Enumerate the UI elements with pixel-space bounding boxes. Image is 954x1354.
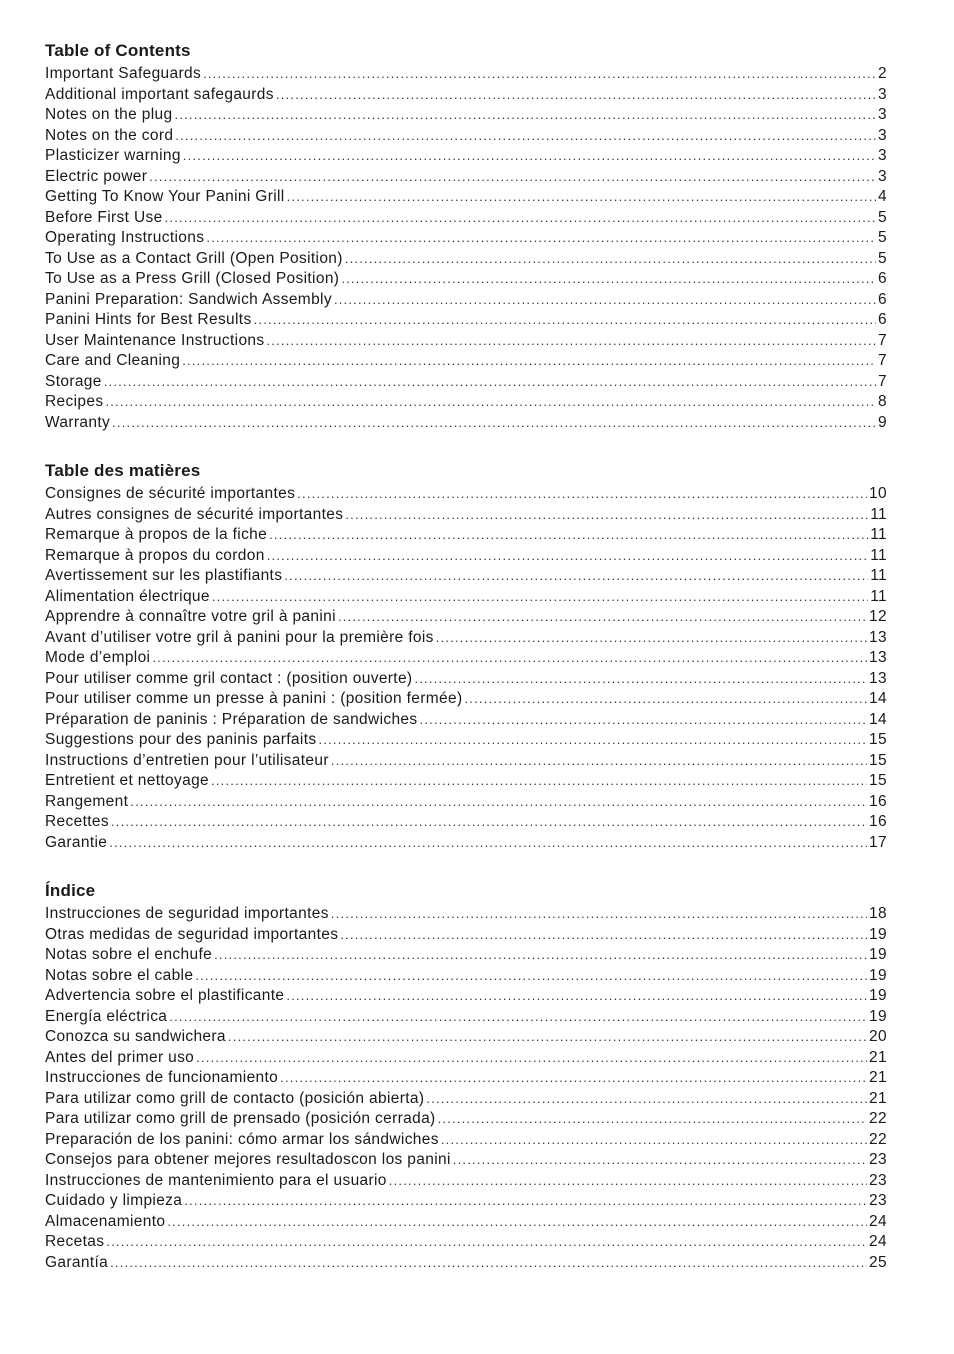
section-title: Table of Contents bbox=[45, 41, 191, 60]
dot-leader bbox=[287, 187, 876, 208]
dot-leader bbox=[109, 833, 867, 854]
dot-leader bbox=[331, 751, 867, 772]
section-title: Table des matières bbox=[45, 461, 201, 480]
toc-entry[interactable] bbox=[45, 986, 887, 1007]
toc-entry-label: Otras medidas de seguridad importantes bbox=[45, 925, 339, 943]
toc-entry[interactable] bbox=[45, 1068, 887, 1089]
toc-entry[interactable] bbox=[45, 1089, 887, 1110]
toc-entry-label: Notas sobre el enchufe bbox=[45, 946, 213, 963]
toc-entry-page-number: 12 bbox=[869, 608, 887, 625]
toc-entry-page-number: 21 bbox=[869, 1048, 887, 1066]
toc-entry[interactable] bbox=[45, 751, 887, 772]
dot-leader bbox=[167, 1212, 867, 1233]
dot-leader bbox=[345, 505, 868, 526]
dot-leader bbox=[212, 587, 868, 608]
dot-leader bbox=[104, 372, 876, 393]
toc-entry[interactable] bbox=[45, 669, 887, 690]
toc-entry-label: Notes on the cord bbox=[45, 126, 174, 144]
toc-entry-page-number: 5 bbox=[878, 229, 887, 246]
dot-leader bbox=[441, 1130, 867, 1151]
toc-entry-page-number: 11 bbox=[870, 505, 887, 523]
toc-entry-label: Before First Use bbox=[45, 208, 163, 226]
toc-entry[interactable] bbox=[45, 187, 887, 208]
toc-entry-page-number: 3 bbox=[878, 106, 887, 123]
toc-entry[interactable] bbox=[45, 331, 887, 352]
dot-leader bbox=[436, 628, 867, 649]
dot-leader bbox=[334, 290, 876, 311]
dot-leader bbox=[438, 1109, 867, 1130]
toc-entry[interactable] bbox=[45, 290, 887, 311]
toc-entry[interactable] bbox=[45, 730, 887, 751]
toc-entry-page-number: 3 bbox=[878, 85, 887, 103]
toc-entry-list bbox=[45, 484, 887, 853]
toc-entry[interactable] bbox=[45, 1253, 887, 1274]
toc-entry-label: Panini Hints for Best Results bbox=[45, 311, 252, 328]
dot-leader bbox=[175, 126, 876, 147]
toc-entry-label: Garantía bbox=[45, 1253, 109, 1271]
toc-entry-label: Notes on the plug bbox=[45, 106, 173, 123]
toc-entry[interactable] bbox=[45, 208, 887, 229]
dot-leader bbox=[105, 392, 876, 413]
toc-entry-page-number: 15 bbox=[869, 772, 887, 789]
toc-entry-page-number: 3 bbox=[878, 167, 887, 185]
toc-entry-page-number: 15 bbox=[869, 731, 887, 748]
toc-entry[interactable] bbox=[45, 1191, 887, 1212]
toc-entry-page-number: 10 bbox=[869, 485, 887, 502]
dot-leader bbox=[195, 966, 867, 987]
toc-entry-label: Apprendre à connaître votre gril à panini bbox=[45, 608, 336, 625]
toc-entry-page-number: 6 bbox=[878, 290, 887, 308]
toc-entry-page-number: 16 bbox=[869, 792, 887, 810]
toc-entry-label: Pour utiliser comme gril contact : (position ouverte) bbox=[45, 669, 413, 687]
toc-entry-page-number: 16 bbox=[869, 813, 887, 830]
toc-entry[interactable] bbox=[45, 771, 887, 792]
dot-leader bbox=[112, 413, 876, 434]
toc-entry-page-number: 6 bbox=[878, 270, 887, 287]
section-title: Índice bbox=[45, 881, 96, 900]
toc-entry-label: Getting To Know Your Panini Grill bbox=[45, 188, 285, 205]
toc-entry-label: Avant d’utiliser votre gril à panini pour la première fois bbox=[45, 628, 434, 646]
toc-entry-label: Instrucciones de funcionamiento bbox=[45, 1069, 279, 1086]
toc-entry[interactable] bbox=[45, 525, 887, 546]
toc-entry-label: Consejos para obtener mejores resultadoscon los panini bbox=[45, 1151, 451, 1168]
toc-entry-page-number: 19 bbox=[869, 946, 887, 963]
dot-leader bbox=[106, 1232, 867, 1253]
toc-entry[interactable] bbox=[45, 310, 887, 331]
toc-entry[interactable] bbox=[45, 146, 887, 167]
toc-entry-label: Notas sobre el cable bbox=[45, 966, 194, 984]
toc-entry-label: Additional important safegaurds bbox=[45, 85, 274, 103]
toc-entry[interactable] bbox=[45, 105, 887, 126]
toc-entry[interactable] bbox=[45, 1171, 887, 1192]
toc-entry[interactable] bbox=[45, 228, 887, 249]
dot-leader bbox=[149, 167, 876, 188]
toc-entry[interactable] bbox=[45, 925, 887, 946]
toc-entry[interactable] bbox=[45, 966, 887, 987]
toc-entry[interactable] bbox=[45, 372, 887, 393]
toc-entry[interactable] bbox=[45, 648, 887, 669]
dot-leader bbox=[420, 710, 868, 731]
dot-leader bbox=[214, 945, 867, 966]
toc-entry-page-number: 24 bbox=[869, 1212, 887, 1230]
toc-entry[interactable] bbox=[45, 505, 887, 526]
toc-entry-page-number: 14 bbox=[869, 710, 887, 728]
toc-entry-label: Instructions d’entretien pour l’utilisateur bbox=[45, 751, 329, 769]
dot-leader bbox=[206, 228, 876, 249]
toc-entry-label: Remarque à propos du cordon bbox=[45, 546, 265, 564]
toc-entry[interactable] bbox=[45, 566, 887, 587]
toc-entry-page-number: 6 bbox=[878, 311, 887, 328]
dot-leader bbox=[338, 607, 867, 628]
toc-entry[interactable] bbox=[45, 351, 887, 372]
toc-entry[interactable] bbox=[45, 484, 887, 505]
toc-entry-page-number: 19 bbox=[869, 987, 887, 1004]
toc-entry-page-number: 23 bbox=[869, 1171, 887, 1189]
dot-leader bbox=[267, 331, 877, 352]
dot-leader bbox=[286, 986, 867, 1007]
toc-entry-label: Care and Cleaning bbox=[45, 352, 181, 369]
toc-entry-page-number: 7 bbox=[878, 331, 887, 349]
toc-entry-label: Important Safeguards bbox=[45, 65, 202, 82]
dot-leader bbox=[183, 146, 876, 167]
toc-entry[interactable] bbox=[45, 1109, 887, 1130]
toc-entry-label: Suggestions pour des paninis parfaits bbox=[45, 731, 317, 748]
toc-entry-label: Avertissement sur les plastifiants bbox=[45, 567, 283, 584]
toc-entry[interactable] bbox=[45, 126, 887, 147]
toc-entry[interactable] bbox=[45, 392, 887, 413]
toc-entry-label: Operating Instructions bbox=[45, 229, 205, 246]
toc-entry-page-number: 11 bbox=[870, 526, 887, 543]
toc-entry-page-number: 23 bbox=[869, 1192, 887, 1209]
toc-entry[interactable] bbox=[45, 1150, 887, 1171]
dot-leader bbox=[276, 85, 876, 106]
dot-leader bbox=[340, 925, 867, 946]
toc-section-french bbox=[45, 460, 887, 853]
toc-entry-page-number: 14 bbox=[869, 690, 887, 707]
toc-entry-page-number: 8 bbox=[878, 393, 887, 410]
toc-entry-label: Almacenamiento bbox=[45, 1212, 166, 1230]
toc-entry[interactable] bbox=[45, 269, 887, 290]
toc-entry-page-number: 4 bbox=[878, 188, 887, 205]
toc-entry-label: Consignes de sécurité importantes bbox=[45, 485, 296, 502]
toc-entry-label: Warranty bbox=[45, 413, 111, 431]
toc-entry-label: Plasticizer warning bbox=[45, 147, 181, 164]
toc-entry[interactable] bbox=[45, 413, 887, 434]
toc-entry[interactable] bbox=[45, 1027, 887, 1048]
toc-entry-page-number: 22 bbox=[869, 1110, 887, 1127]
toc-entry-page-number: 18 bbox=[869, 905, 887, 922]
toc-entry-label: Entretient et nettoyage bbox=[45, 772, 210, 789]
toc-entry-page-number: 19 bbox=[869, 1007, 887, 1025]
toc-entry-label: Instrucciones de seguridad importantes bbox=[45, 905, 329, 922]
toc-entry-page-number: 5 bbox=[878, 208, 887, 226]
dot-leader bbox=[389, 1171, 867, 1192]
toc-entry[interactable] bbox=[45, 710, 887, 731]
toc-entry[interactable] bbox=[45, 85, 887, 106]
toc-entry-label: To Use as a Contact Grill (Open Position) bbox=[45, 249, 343, 267]
dot-leader bbox=[341, 269, 876, 290]
dot-leader bbox=[318, 730, 867, 751]
dot-leader bbox=[110, 1253, 867, 1274]
toc-entry-page-number: 21 bbox=[869, 1089, 887, 1107]
toc-entry-page-number: 13 bbox=[869, 669, 887, 687]
toc-entry-list bbox=[45, 64, 887, 433]
dot-leader bbox=[267, 546, 869, 567]
dot-leader bbox=[331, 904, 867, 925]
dot-leader bbox=[228, 1027, 867, 1048]
toc-entry-label: Instrucciones de mantenimiento para el usuario bbox=[45, 1171, 387, 1189]
toc-entry-page-number: 20 bbox=[869, 1028, 887, 1045]
toc-entry-label: User Maintenance Instructions bbox=[45, 331, 265, 349]
toc-entry-page-number: 13 bbox=[869, 628, 887, 646]
toc-entry-page-number: 23 bbox=[869, 1151, 887, 1168]
document-page bbox=[45, 40, 887, 1273]
dot-leader bbox=[165, 208, 876, 229]
toc-entry-page-number: 19 bbox=[869, 966, 887, 984]
toc-entry-label: Rangement bbox=[45, 792, 129, 810]
dot-leader bbox=[284, 566, 868, 587]
toc-entry-page-number: 11 bbox=[870, 587, 887, 605]
toc-section-english bbox=[45, 40, 887, 433]
toc-entry-page-number: 15 bbox=[869, 751, 887, 769]
toc-entry-label: Advertencia sobre el plastificante bbox=[45, 987, 285, 1004]
toc-entry-page-number: 22 bbox=[869, 1130, 887, 1148]
toc-entry-label: Recetas bbox=[45, 1233, 105, 1250]
toc-entry[interactable] bbox=[45, 1232, 887, 1253]
toc-entry-page-number: 11 bbox=[870, 546, 887, 564]
toc-entry-label: Antes del primer uso bbox=[45, 1048, 195, 1066]
toc-entry[interactable] bbox=[45, 812, 887, 833]
dot-leader bbox=[152, 648, 867, 669]
toc-entry-page-number: 7 bbox=[878, 352, 887, 369]
toc-entry-page-number: 13 bbox=[869, 649, 887, 666]
toc-entry-page-number: 19 bbox=[869, 925, 887, 943]
dot-leader bbox=[254, 310, 876, 331]
dot-leader bbox=[269, 525, 868, 546]
dot-leader bbox=[184, 1191, 867, 1212]
toc-entry-label: Pour utiliser comme un presse à panini : (position fermée) bbox=[45, 690, 463, 707]
toc-entry[interactable] bbox=[45, 833, 887, 854]
toc-entry-page-number: 25 bbox=[869, 1253, 887, 1271]
toc-entry-label: Garantie bbox=[45, 833, 108, 851]
dot-leader bbox=[464, 689, 867, 710]
toc-entry[interactable] bbox=[45, 792, 887, 813]
toc-entry[interactable] bbox=[45, 1007, 887, 1028]
toc-entry[interactable] bbox=[45, 628, 887, 649]
toc-entry-label: Recettes bbox=[45, 813, 109, 830]
toc-entry[interactable] bbox=[45, 945, 887, 966]
toc-entry-label: Preparación de los panini: cómo armar los sándwiches bbox=[45, 1130, 439, 1148]
toc-entry-page-number: 21 bbox=[869, 1069, 887, 1086]
toc-entry[interactable] bbox=[45, 689, 887, 710]
toc-entry-label: Cuidado y limpieza bbox=[45, 1192, 183, 1209]
toc-entry-label: Alimentation électrique bbox=[45, 587, 210, 605]
toc-entry[interactable] bbox=[45, 167, 887, 188]
toc-entry[interactable] bbox=[45, 546, 887, 567]
toc-entry-page-number: 24 bbox=[869, 1233, 887, 1250]
toc-section-spanish bbox=[45, 880, 887, 1273]
toc-entry-page-number: 2 bbox=[878, 65, 887, 82]
toc-entry[interactable] bbox=[45, 1212, 887, 1233]
toc-entry-label: Para utilizar como grill de prensado (posición cerrada) bbox=[45, 1110, 436, 1127]
toc-entry-page-number: 11 bbox=[870, 567, 887, 584]
toc-entry-label: Remarque à propos de la fiche bbox=[45, 526, 268, 543]
toc-entry-page-number: 3 bbox=[878, 126, 887, 144]
dot-leader bbox=[111, 812, 867, 833]
toc-entry[interactable] bbox=[45, 587, 887, 608]
toc-entry-page-number: 7 bbox=[878, 372, 887, 390]
dot-leader bbox=[182, 351, 876, 372]
dot-leader bbox=[297, 484, 867, 505]
dot-leader bbox=[345, 249, 876, 270]
toc-entry[interactable] bbox=[45, 249, 887, 270]
toc-entry-label: Recipes bbox=[45, 393, 104, 410]
dot-leader bbox=[196, 1048, 867, 1069]
toc-entry-page-number: 9 bbox=[878, 413, 887, 431]
dot-leader bbox=[169, 1007, 867, 1028]
dot-leader bbox=[414, 669, 867, 690]
toc-entry-page-number: 17 bbox=[869, 833, 887, 851]
toc-entry-label: Autres consignes de sécurité importantes bbox=[45, 505, 344, 523]
toc-entry-label: Storage bbox=[45, 372, 102, 390]
toc-entry[interactable] bbox=[45, 1048, 887, 1069]
toc-entry-page-number: 3 bbox=[878, 147, 887, 164]
toc-entry-label: Energía eléctrica bbox=[45, 1007, 168, 1025]
dot-leader bbox=[203, 64, 876, 85]
toc-entry-label: Electric power bbox=[45, 167, 148, 185]
toc-entry[interactable] bbox=[45, 607, 887, 628]
dot-leader bbox=[426, 1089, 867, 1110]
toc-entry-label: Para utilizar como grill de contacto (posición abierta) bbox=[45, 1089, 425, 1107]
toc-entry-list bbox=[45, 904, 887, 1273]
toc-entry-label: Conozca su sandwichera bbox=[45, 1028, 226, 1045]
dot-leader bbox=[280, 1068, 867, 1089]
toc-entry-page-number: 5 bbox=[878, 249, 887, 267]
toc-entry-label: Préparation de paninis : Préparation de sandwiches bbox=[45, 710, 418, 728]
dot-leader bbox=[130, 792, 867, 813]
dot-leader bbox=[211, 771, 867, 792]
dot-leader bbox=[174, 105, 876, 126]
toc-entry[interactable] bbox=[45, 64, 887, 85]
toc-entry[interactable] bbox=[45, 904, 887, 925]
dot-leader bbox=[453, 1150, 867, 1171]
toc-entry[interactable] bbox=[45, 1130, 887, 1151]
toc-entry-label: To Use as a Press Grill (Closed Position) bbox=[45, 270, 340, 287]
toc-entry-label: Mode d’emploi bbox=[45, 649, 151, 666]
toc-entry-label: Panini Preparation: Sandwich Assembly bbox=[45, 290, 332, 308]
